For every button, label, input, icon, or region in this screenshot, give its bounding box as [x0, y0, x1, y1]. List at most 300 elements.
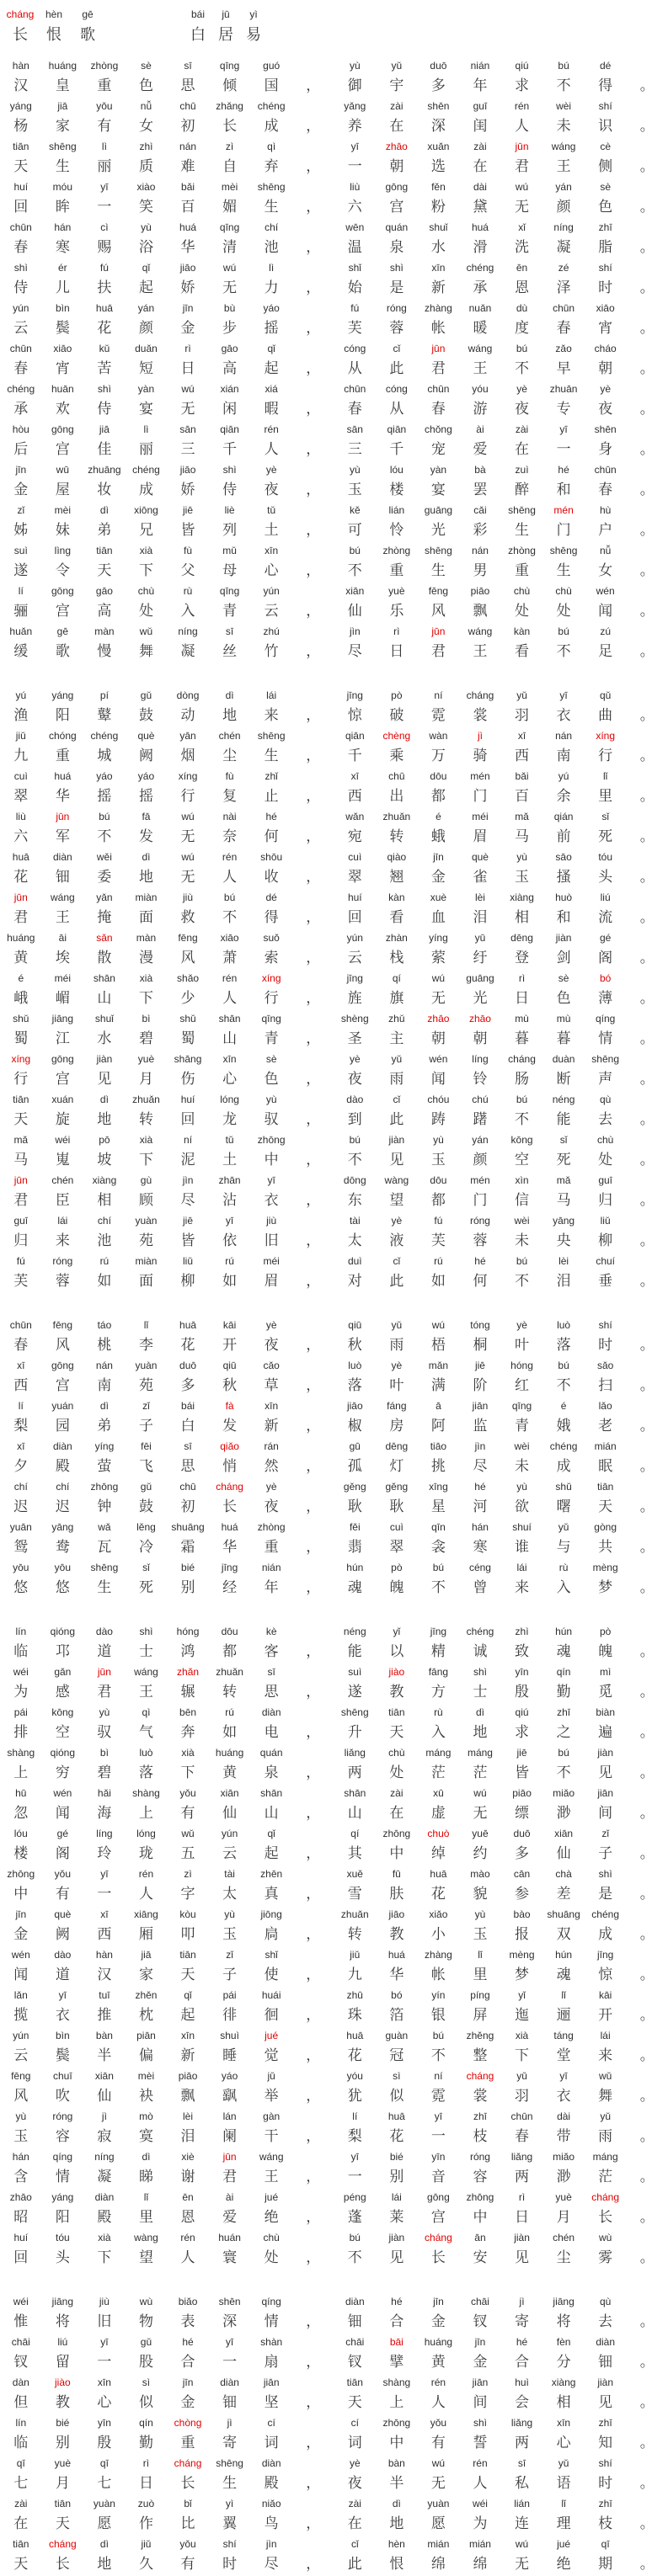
hanzi-char: 貌 — [473, 1886, 488, 1902]
pinyin-label: wú — [181, 383, 195, 395]
char-cell — [542, 2229, 585, 2270]
char-cell — [209, 2027, 251, 2068]
pinyin-label: lián — [514, 2498, 530, 2509]
char-cell — [542, 1131, 585, 1172]
hanzi-char: 整 — [473, 2047, 488, 2063]
char-cell — [501, 2334, 543, 2374]
char-cell — [126, 849, 168, 889]
char-cell — [418, 219, 460, 259]
hanzi-char: 土 — [264, 522, 279, 538]
hanzi-char: 在 — [347, 2515, 362, 2531]
comma-cell — [292, 2293, 334, 2334]
pinyin-label: mèng — [592, 1562, 618, 1573]
char-cell — [376, 1010, 418, 1051]
hanzi-char: 云 — [222, 1845, 238, 1861]
char-cell — [167, 1478, 209, 1519]
pinyin-label: sè — [558, 972, 569, 984]
char-cell — [83, 1357, 126, 1397]
pinyin-blank — [312, 502, 314, 519]
pinyin-label: yè — [265, 1481, 277, 1493]
char-cell — [250, 2108, 292, 2148]
punctuation-mark: ， — [306, 2354, 321, 2370]
pinyin-label: hé — [558, 464, 569, 476]
char-cell — [376, 1478, 418, 1519]
char-cell — [250, 2189, 292, 2229]
pinyin-label: bǐ — [184, 2498, 192, 2509]
pinyin-label: guī — [13, 1215, 29, 1227]
char-cell — [42, 178, 84, 219]
char-cell — [83, 1785, 126, 1825]
hanzi-char: 翠 — [13, 788, 29, 804]
char-cell — [209, 1010, 251, 1051]
hanzi-char: 死 — [138, 1579, 153, 1595]
char-cell — [209, 623, 251, 663]
hanzi-char: 龙 — [222, 1111, 238, 1127]
hanzi-char: 军 — [55, 828, 70, 844]
char-cell — [167, 1051, 209, 1091]
char-cell — [250, 1663, 292, 1704]
hanzi-char: 似 — [138, 2394, 153, 2410]
hanzi-char: 春 — [598, 482, 613, 498]
punctuation-mark: 。 — [639, 279, 655, 295]
char-cell — [585, 1051, 627, 1091]
hanzi-char: 泽 — [556, 279, 571, 295]
pinyin-blank — [646, 1131, 649, 1149]
char-cell — [209, 1559, 251, 1599]
pinyin-label: níng — [94, 2151, 115, 2163]
char-cell — [167, 1010, 209, 1051]
char-cell — [542, 1987, 585, 2027]
char-cell — [83, 2293, 126, 2334]
hanzi-char: 不 — [347, 562, 362, 578]
hanzi-char: 无 — [180, 869, 195, 885]
pinyin-label: fù — [225, 770, 234, 782]
hanzi-char: 桐 — [473, 1337, 488, 1353]
char-cell — [209, 259, 251, 300]
char-cell — [0, 2414, 42, 2455]
char-cell — [0, 623, 42, 663]
char-cell — [334, 2293, 377, 2334]
char-cell — [418, 970, 460, 1010]
char-cell — [418, 1785, 460, 1825]
hanzi-char: 忽 — [13, 1805, 29, 1821]
pinyin-label: xíng — [261, 972, 281, 984]
hanzi-char: 重 — [264, 1539, 279, 1555]
char-cell — [418, 1091, 460, 1131]
hanzi-char: 处 — [598, 1152, 613, 1168]
char-cell — [42, 542, 84, 583]
hanzi-char: 玉 — [515, 869, 530, 885]
char-cell — [376, 57, 418, 98]
hanzi-char: 金 — [430, 869, 446, 885]
pinyin-label: huān — [51, 383, 74, 395]
char-cell — [418, 1478, 460, 1519]
comma-cell — [292, 1906, 334, 1946]
char-cell — [418, 502, 460, 542]
pinyin-label: qiú — [515, 1706, 529, 1718]
period-cell — [626, 57, 668, 98]
pinyin-label: cǎi — [473, 504, 487, 516]
pinyin-label: yǐ — [518, 1989, 526, 2001]
pinyin-blank — [312, 461, 314, 479]
hanzi-char: 两 — [347, 1764, 362, 1780]
punctuation-mark: ， — [306, 2515, 321, 2531]
char-cell — [209, 1317, 251, 1357]
hanzi-char: 识 — [598, 118, 613, 134]
pinyin-label: zài — [348, 2498, 361, 2509]
pinyin-label: suǒ — [263, 932, 280, 944]
hanzi-char: 之 — [556, 1724, 571, 1740]
pinyin-label: dé — [265, 891, 277, 903]
pinyin-blank — [312, 1478, 314, 1496]
hanzi-char: 飖 — [222, 2088, 238, 2104]
pinyin-label: gé — [599, 932, 612, 944]
hanzi-char: 以 — [389, 1643, 404, 1659]
pinyin-label: jiàn — [388, 2232, 405, 2243]
period-cell — [626, 623, 668, 663]
comma-cell — [292, 929, 334, 970]
pinyin-label: nián — [470, 60, 490, 72]
pinyin-label: jiàn — [555, 932, 572, 944]
pinyin-label: huā — [12, 851, 29, 863]
char-cell — [459, 1825, 501, 1865]
period-cell — [626, 1785, 668, 1825]
char-cell — [334, 300, 377, 340]
pinyin-label: shēn — [427, 100, 450, 112]
punctuation-mark: 。 — [639, 1232, 655, 1248]
hanzi-char: 叶 — [389, 1377, 404, 1393]
pinyin-blank — [312, 1397, 314, 1415]
pinyin-label: zhōng — [382, 2417, 411, 2429]
punctuation-mark: 。 — [639, 909, 655, 925]
hanzi-char: 期 — [598, 2556, 613, 2572]
pinyin-label: lì — [269, 262, 275, 274]
hanzi-char: 殿 — [97, 2209, 112, 2225]
char-cell — [459, 1559, 501, 1599]
char-cell — [459, 1478, 501, 1519]
pinyin-label: shàng — [7, 1747, 35, 1759]
pinyin-label: nán — [179, 141, 197, 152]
char-cell — [83, 1131, 126, 1172]
pinyin-label: liù — [350, 181, 361, 193]
char-cell — [334, 1623, 377, 1663]
char-cell — [585, 300, 627, 340]
char-cell — [585, 1253, 627, 1293]
char-cell — [42, 1785, 84, 1825]
pinyin-label: shàng — [132, 1787, 160, 1799]
pinyin-blank — [312, 2108, 314, 2126]
hanzi-char: 遂 — [347, 1684, 362, 1700]
hanzi-char: 长 — [13, 26, 28, 43]
char-cell — [585, 138, 627, 178]
hanzi-char: 吹 — [55, 2088, 70, 2104]
pinyin-label: pō — [99, 1134, 110, 1146]
hanzi-char: 魄 — [598, 1643, 613, 1659]
pinyin-label: jīn — [182, 302, 194, 314]
hanzi-char: 暖 — [473, 320, 488, 336]
char-cell — [585, 1478, 627, 1519]
pinyin-label: hán — [471, 1521, 489, 1533]
char-cell — [418, 2414, 460, 2455]
char-cell — [418, 2495, 460, 2536]
hanzi-char: 阁 — [598, 950, 613, 966]
char-cell — [501, 2455, 543, 2495]
char-cell — [250, 138, 292, 178]
hanzi-char: 六 — [347, 199, 362, 215]
char-cell — [167, 1091, 209, 1131]
hanzi-char: 扶 — [97, 279, 112, 295]
hanzi-char: 雨 — [389, 1337, 404, 1353]
char-cell — [42, 1051, 84, 1091]
char-cell — [167, 2414, 209, 2455]
char-cell — [209, 583, 251, 623]
period-cell — [626, 1946, 668, 1987]
char-cell — [459, 502, 501, 542]
punctuation-mark: ， — [306, 1967, 321, 1983]
hanzi-char: 天 — [97, 562, 112, 578]
pinyin-label: wàn — [429, 730, 448, 742]
char-cell — [459, 138, 501, 178]
hanzi-char: 高 — [97, 603, 112, 619]
pinyin-blank — [312, 1559, 314, 1577]
pinyin-label: huā — [346, 2030, 364, 2041]
hanzi-char: 旧 — [97, 2313, 112, 2329]
char-cell — [0, 970, 42, 1010]
char-cell — [83, 1663, 126, 1704]
char-cell — [250, 2455, 292, 2495]
pinyin-blank — [312, 2189, 314, 2206]
pinyin-label: róng — [386, 302, 407, 314]
char-cell — [83, 1906, 126, 1946]
pinyin-label: xià — [181, 1747, 195, 1759]
pinyin-blank — [312, 178, 314, 196]
pinyin-label: gōng — [385, 181, 409, 193]
char-cell — [459, 1906, 501, 1946]
hanzi-char: 无 — [515, 2556, 530, 2572]
period-cell — [626, 583, 668, 623]
char-cell — [126, 1744, 168, 1785]
hanzi-char: 梦 — [515, 1967, 530, 1983]
pinyin-blank — [312, 259, 314, 277]
pinyin-label: xíng — [596, 730, 615, 742]
hanzi-char: 春 — [556, 320, 571, 336]
pinyin-label: huí — [13, 2232, 29, 2243]
hanzi-char: 多 — [515, 1845, 530, 1861]
char-cell — [334, 889, 377, 929]
hanzi-char: 年 — [264, 1579, 279, 1595]
pinyin-label: gěng — [385, 1481, 409, 1493]
pinyin-label: chū — [179, 1481, 196, 1493]
pinyin-label: wǔ — [139, 625, 153, 637]
pinyin-label: zú — [600, 625, 611, 637]
pinyin-blank — [312, 1253, 314, 1270]
pinyin-label: qù — [599, 2296, 612, 2307]
char-cell — [585, 970, 627, 1010]
char-cell — [542, 2334, 585, 2374]
pinyin-label: yǔ — [558, 2457, 569, 2469]
hanzi-char: 间 — [473, 2394, 488, 2410]
pinyin-blank — [312, 849, 314, 866]
char-cell — [209, 1438, 251, 1478]
pinyin-label: lì — [101, 141, 107, 152]
char-cell — [418, 1010, 460, 1051]
pinyin-blank — [312, 1131, 314, 1149]
char-cell — [418, 461, 460, 502]
period-cell — [626, 970, 668, 1010]
char-cell — [126, 1946, 168, 1987]
hanzi-char: 时 — [598, 279, 613, 295]
pinyin-label: pái — [222, 1989, 237, 2001]
pinyin-label: wáng — [259, 2151, 284, 2163]
hanzi-char: 江 — [55, 1030, 70, 1046]
pinyin-label: lí — [18, 1400, 24, 1412]
char-cell — [334, 2027, 377, 2068]
hanzi-char: 寄 — [222, 2435, 238, 2451]
hanzi-char: 茫 — [430, 1764, 446, 1780]
char-cell — [334, 2495, 377, 2536]
hanzi-char: 珑 — [138, 1845, 153, 1861]
char-cell — [250, 808, 292, 849]
period-cell — [626, 1253, 668, 1293]
char-cell — [334, 421, 377, 461]
pinyin-label: zé — [558, 262, 569, 274]
char-cell — [83, 381, 126, 421]
hanzi-char: 词 — [264, 2435, 279, 2451]
hanzi-char: 花 — [430, 1886, 446, 1902]
hanzi-char: 黛 — [473, 199, 488, 215]
hanzi-char: 飞 — [138, 1458, 153, 1474]
pinyin-label: mén — [553, 504, 574, 516]
char-cell — [542, 1357, 585, 1397]
hanzi-char: 少 — [180, 990, 195, 1006]
hanzi-char: 芙 — [347, 320, 362, 336]
pinyin-label: yè — [265, 1319, 277, 1331]
pinyin-label: màn — [94, 625, 115, 637]
hanzi-char: 地 — [97, 2556, 112, 2572]
char-cell — [42, 1357, 84, 1397]
hanzi-char: 清 — [222, 239, 238, 255]
pinyin-label: qīng — [219, 221, 240, 233]
pinyin-label: qiū — [348, 1319, 362, 1331]
comma-cell — [292, 542, 334, 583]
punctuation-mark: 。 — [639, 2475, 655, 2491]
char-cell — [585, 1438, 627, 1478]
pinyin-label: miǎo — [553, 2151, 575, 2163]
punctuation-mark: ， — [306, 199, 321, 215]
char-cell — [250, 1478, 292, 1519]
char-cell — [542, 2108, 585, 2148]
char-cell — [542, 2189, 585, 2229]
char-cell — [126, 1987, 168, 2027]
pinyin-label: lóng — [136, 1828, 156, 1839]
pinyin-label: yù — [349, 464, 361, 476]
char-cell — [501, 929, 543, 970]
char-cell — [167, 138, 209, 178]
char-cell — [334, 1987, 377, 2027]
char-cell — [501, 219, 543, 259]
char-cell — [459, 1663, 501, 1704]
pinyin-label: jiù — [266, 1215, 277, 1227]
hanzi-char: 朝 — [430, 1030, 446, 1046]
hanzi-char: 在 — [389, 1805, 404, 1821]
char-cell — [501, 1825, 543, 1865]
hanzi-char: 王 — [138, 1684, 153, 1700]
char-cell — [126, 1357, 168, 1397]
char-cell — [42, 2108, 84, 2148]
char-cell — [42, 768, 84, 808]
hanzi-char: 黄 — [13, 950, 29, 966]
pinyin-label: miàn — [135, 1255, 158, 1267]
char-cell — [334, 57, 377, 98]
hanzi-char: 魄 — [389, 1579, 404, 1595]
hanzi-char: 姊 — [13, 522, 29, 538]
pinyin-label: yuè — [555, 2191, 572, 2203]
punctuation-mark: 。 — [639, 2313, 655, 2329]
pinyin-label: jìn — [182, 1174, 194, 1186]
char-cell — [83, 2189, 126, 2229]
hanzi-char: 欲 — [515, 1498, 530, 1514]
pinyin-label: chóng — [48, 730, 77, 742]
pinyin-label: huā — [95, 302, 113, 314]
hanzi-char: 蓉 — [389, 320, 404, 336]
char-cell — [209, 1519, 251, 1559]
pinyin-label: zhēn — [260, 1868, 283, 1880]
pinyin-label: wáng — [551, 141, 576, 152]
char-cell — [542, 1317, 585, 1357]
punctuation-mark: ， — [306, 1684, 321, 1700]
hanzi-char: 王 — [55, 909, 70, 925]
pinyin-blank — [312, 340, 314, 358]
pinyin-label: sǐ — [142, 1562, 150, 1573]
hanzi-char: 欢 — [55, 401, 70, 417]
char-cell — [42, 808, 84, 849]
char-cell — [126, 340, 168, 381]
comma-cell — [292, 1559, 334, 1599]
pinyin-label: qīng — [219, 60, 240, 72]
poem-line — [0, 2455, 668, 2495]
comma-cell — [292, 219, 334, 259]
char-cell — [459, 2293, 501, 2334]
char-cell — [459, 1438, 501, 1478]
pinyin-label: cí — [350, 2417, 359, 2429]
pinyin-label: hàn — [12, 60, 29, 72]
pinyin-label: lèi — [183, 2110, 194, 2122]
char-cell — [418, 1317, 460, 1357]
char-cell — [250, 1091, 292, 1131]
pinyin-label: qì — [142, 1706, 151, 1718]
hanzi-char: 旧 — [264, 1232, 279, 1248]
hanzi-char: 弃 — [264, 158, 279, 174]
pinyin-label: jiān — [472, 1400, 489, 1412]
pinyin-label: jiù — [99, 2296, 110, 2307]
pinyin-label: fěi — [349, 1521, 361, 1533]
char-cell — [42, 2495, 84, 2536]
pinyin-blank — [646, 178, 649, 196]
hanzi-char: 参 — [515, 1886, 530, 1902]
hanzi-char: 日 — [389, 643, 404, 659]
hanzi-char: 回 — [347, 909, 362, 925]
hanzi-char: 百 — [180, 199, 195, 215]
pinyin-label: pái — [13, 1706, 28, 1718]
char-cell — [334, 1704, 377, 1744]
period-cell — [626, 340, 668, 381]
pinyin-blank — [312, 2334, 314, 2351]
pinyin-label: jiē — [474, 1360, 485, 1371]
pinyin-label: yíng — [94, 1440, 115, 1452]
hanzi-char: 长 — [55, 2556, 70, 2572]
hanzi-char: 青 — [515, 1418, 530, 1434]
poem-line — [0, 1438, 668, 1478]
